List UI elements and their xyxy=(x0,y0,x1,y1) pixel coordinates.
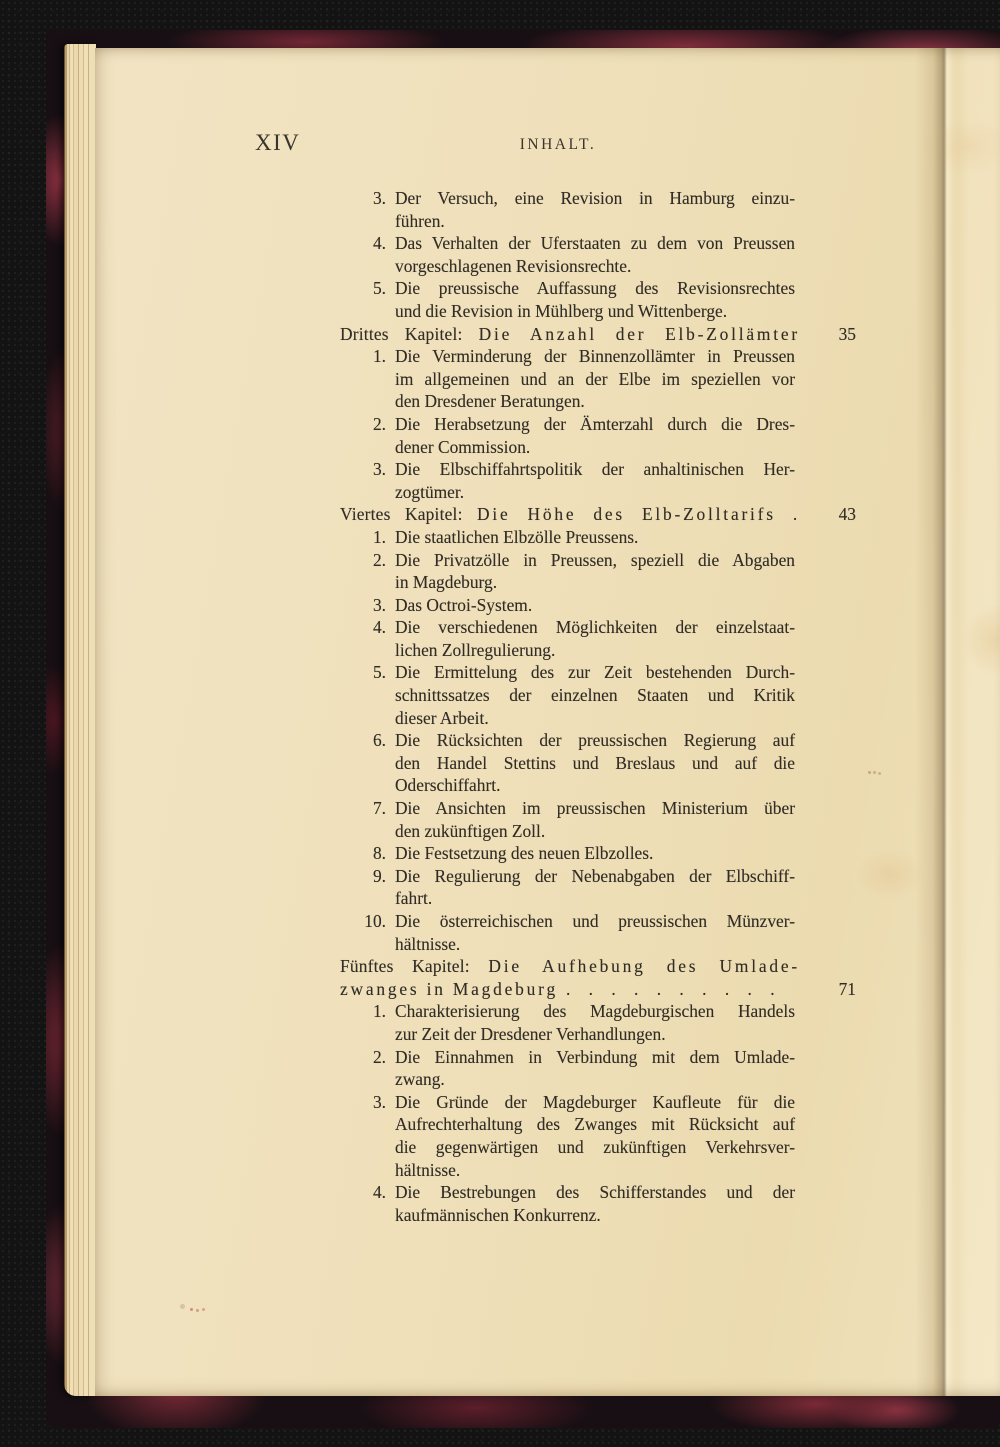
item-line: Die Regulierung der Nebenabgaben der Elbschiff- xyxy=(395,865,795,886)
item-number: 4. xyxy=(372,233,386,254)
item-number: 10. xyxy=(364,911,386,931)
item-number: 7. xyxy=(372,798,386,819)
toc-item xyxy=(354,1091,800,1181)
item-text xyxy=(395,661,795,729)
item-line: zur Zeit der Dresdener Verhandlungen. xyxy=(395,1023,666,1044)
item-line: führen. xyxy=(395,210,445,231)
item-line: Oderschiffahrt. xyxy=(395,775,501,796)
toc-item xyxy=(354,865,800,910)
toc-item xyxy=(354,842,800,865)
chapter-prefix: Viertes Kapitel: xyxy=(340,504,478,525)
toc-item xyxy=(354,526,800,549)
item-line: schnittssatzes der einzelnen Staaten und Kritik xyxy=(395,685,795,706)
item-number: 9. xyxy=(372,865,386,886)
item-line: Das Octroi-System. xyxy=(395,594,533,615)
toc-item xyxy=(354,616,800,661)
item-text xyxy=(395,345,795,413)
item-line: hältnisse. xyxy=(395,1159,461,1180)
item-line: den zukünftigen Zoll. xyxy=(395,820,546,841)
item-text xyxy=(395,729,795,797)
page-edge-stack xyxy=(64,44,96,1396)
toc-item xyxy=(354,1181,800,1226)
item-number: 2. xyxy=(372,1046,386,1067)
item-number: 3. xyxy=(372,1091,386,1112)
item-text xyxy=(395,797,795,842)
item-text xyxy=(395,1000,795,1045)
item-number: 2. xyxy=(372,549,386,570)
item-line: Charakterisierung des Magdeburgischen Handels xyxy=(395,1001,795,1022)
chapter-title: Die Höhe des Elb-Zolltarifs . xyxy=(477,504,800,525)
chapter-title: zwanges in Magdeburg xyxy=(340,978,558,999)
item-number: 8. xyxy=(372,843,386,864)
toc-item xyxy=(354,661,800,729)
item-number: 5. xyxy=(372,662,386,683)
item-number: 6. xyxy=(372,730,386,751)
item-line: Die Rücksichten der preussischen Regierung auf xyxy=(395,730,795,751)
item-line: den Handel Stettins und Breslaus und auf die xyxy=(395,752,795,773)
item-line: zogtümer. xyxy=(395,481,465,502)
toc-item xyxy=(354,187,800,232)
toc-item xyxy=(354,910,800,955)
chapter-line xyxy=(340,955,800,978)
item-line: fahrt. xyxy=(395,888,433,909)
item-text xyxy=(395,616,795,661)
item-text xyxy=(395,458,795,503)
chapter-line xyxy=(340,323,800,346)
item-line: Die Herabsetzung der Ämterzahl durch die Dres- xyxy=(395,413,795,434)
toc-item xyxy=(354,1000,800,1045)
item-line: Die Ermittelung des zur Zeit bestehenden Durch- xyxy=(395,662,795,683)
item-line: Die Einnahmen in Verbindung mit dem Umlade- xyxy=(395,1046,795,1067)
chapter-title: Die Aufhebung des Umlade- xyxy=(488,956,800,977)
item-text xyxy=(395,1181,795,1226)
item-line: dener Commission. xyxy=(395,436,531,457)
item-line: Die Bestrebungen des Schifferstandes und der xyxy=(395,1182,795,1203)
item-text xyxy=(395,526,795,549)
item-line: und die Revision in Mühlberg und Wittenberge. xyxy=(395,300,728,321)
item-line: Das Verhalten der Uferstaaten zu dem von Preussen xyxy=(395,233,795,254)
toc-chapter xyxy=(340,503,856,526)
item-text xyxy=(395,910,795,955)
page-stain xyxy=(923,118,1000,174)
toc-chapter xyxy=(340,323,856,346)
item-number: 1. xyxy=(372,526,386,547)
item-line: Die verschiedenen Möglichkeiten der einzelstaat- xyxy=(395,617,795,638)
item-line: Aufrechterhaltung des Zwanges mit Rücksicht auf xyxy=(395,1114,795,1135)
item-number: 3. xyxy=(372,188,386,208)
item-text xyxy=(395,842,795,865)
chapter-title: Die Anzahl der Elb-Zollämter xyxy=(478,323,800,344)
item-line: Die Gründe der Magdeburger Kaufleute für die xyxy=(395,1091,795,1112)
item-text xyxy=(395,1091,795,1181)
item-line: zwang. xyxy=(395,1069,445,1090)
page-stain xyxy=(963,604,1000,676)
item-line: die gegenwärtigen und zukünftigen Verkehrsver- xyxy=(395,1136,795,1157)
item-text xyxy=(395,549,795,594)
item-text xyxy=(395,277,795,322)
ink-speck xyxy=(190,1308,193,1311)
chapter-prefix: Drittes Kapitel: xyxy=(340,323,479,344)
item-number: 5. xyxy=(372,278,386,299)
item-number: 1. xyxy=(372,346,386,367)
toc-item xyxy=(354,549,800,594)
item-line: dieser Arbeit. xyxy=(395,707,489,728)
chapter-line xyxy=(340,503,800,526)
item-line: hältnisse. xyxy=(395,933,461,954)
folio-page-number: XIV xyxy=(255,130,301,155)
ink-speck xyxy=(868,771,871,774)
toc-item xyxy=(354,458,800,503)
item-number: 4. xyxy=(372,1182,386,1203)
item-line: Die österreichischen und preussischen Münzver- xyxy=(395,911,795,931)
item-number: 3. xyxy=(372,459,386,480)
item-line: lichen Zollregulierung. xyxy=(395,639,556,660)
chapter-prefix: Fünftes Kapitel: xyxy=(340,956,489,977)
item-number: 4. xyxy=(372,617,386,638)
toc-item xyxy=(354,594,800,617)
item-line: im allgemeinen und an der Elbe im speziellen vor xyxy=(395,368,795,389)
item-line: Die Privatzölle in Preussen, speziell die Abgaben xyxy=(395,549,795,570)
chapter-page-number: 43 xyxy=(838,504,856,525)
running-head: INHALT. xyxy=(519,136,597,153)
item-line: vorgeschlagenen Revisionsrechte. xyxy=(395,255,632,276)
toc-item xyxy=(354,413,800,458)
item-text xyxy=(395,1046,795,1091)
toc-item xyxy=(354,729,800,797)
item-number: 3. xyxy=(372,594,386,615)
item-line: Die Ansichten im preussischen Ministerium über xyxy=(395,798,795,819)
item-text xyxy=(395,232,795,277)
item-text xyxy=(395,594,795,617)
toc-item xyxy=(354,1046,800,1091)
toc-item xyxy=(354,277,800,322)
toc-item xyxy=(354,797,800,842)
item-line: Die preussische Auffassung des Revisionsrechtes xyxy=(395,278,795,299)
page-stain xyxy=(855,848,925,900)
item-text xyxy=(395,187,795,232)
item-text xyxy=(395,865,795,910)
item-text xyxy=(395,413,795,458)
item-line: Die Verminderung der Binnenzollämter in Preussen xyxy=(395,346,795,367)
item-line: Die Elbschiffahrtspolitik der anhaltinischen Her- xyxy=(395,459,795,480)
toc-chapter xyxy=(340,955,856,1000)
item-line: Die staatlichen Elbzölle Preussens. xyxy=(395,526,639,547)
chapter-line xyxy=(340,978,800,1001)
item-number: 1. xyxy=(372,1001,386,1022)
toc-list xyxy=(340,187,856,1226)
dot-leader: . . . . . . . . . . xyxy=(565,978,782,999)
toc-item xyxy=(354,345,800,413)
book-page xyxy=(95,48,1000,1396)
chapter-page-number: 71 xyxy=(838,978,856,999)
item-line: in Magdeburg. xyxy=(395,572,498,593)
item-number: 2. xyxy=(372,413,386,434)
item-line: den Dresdener Beratungen. xyxy=(395,391,585,412)
toc-item xyxy=(354,232,800,277)
item-line: kaufmännischen Konkurrenz. xyxy=(395,1204,601,1225)
item-line: Der Versuch, eine Revision in Hamburg einzu- xyxy=(395,188,795,208)
item-line: Die Festsetzung des neuen Elbzolles. xyxy=(395,843,654,864)
chapter-page-number: 35 xyxy=(838,323,856,344)
